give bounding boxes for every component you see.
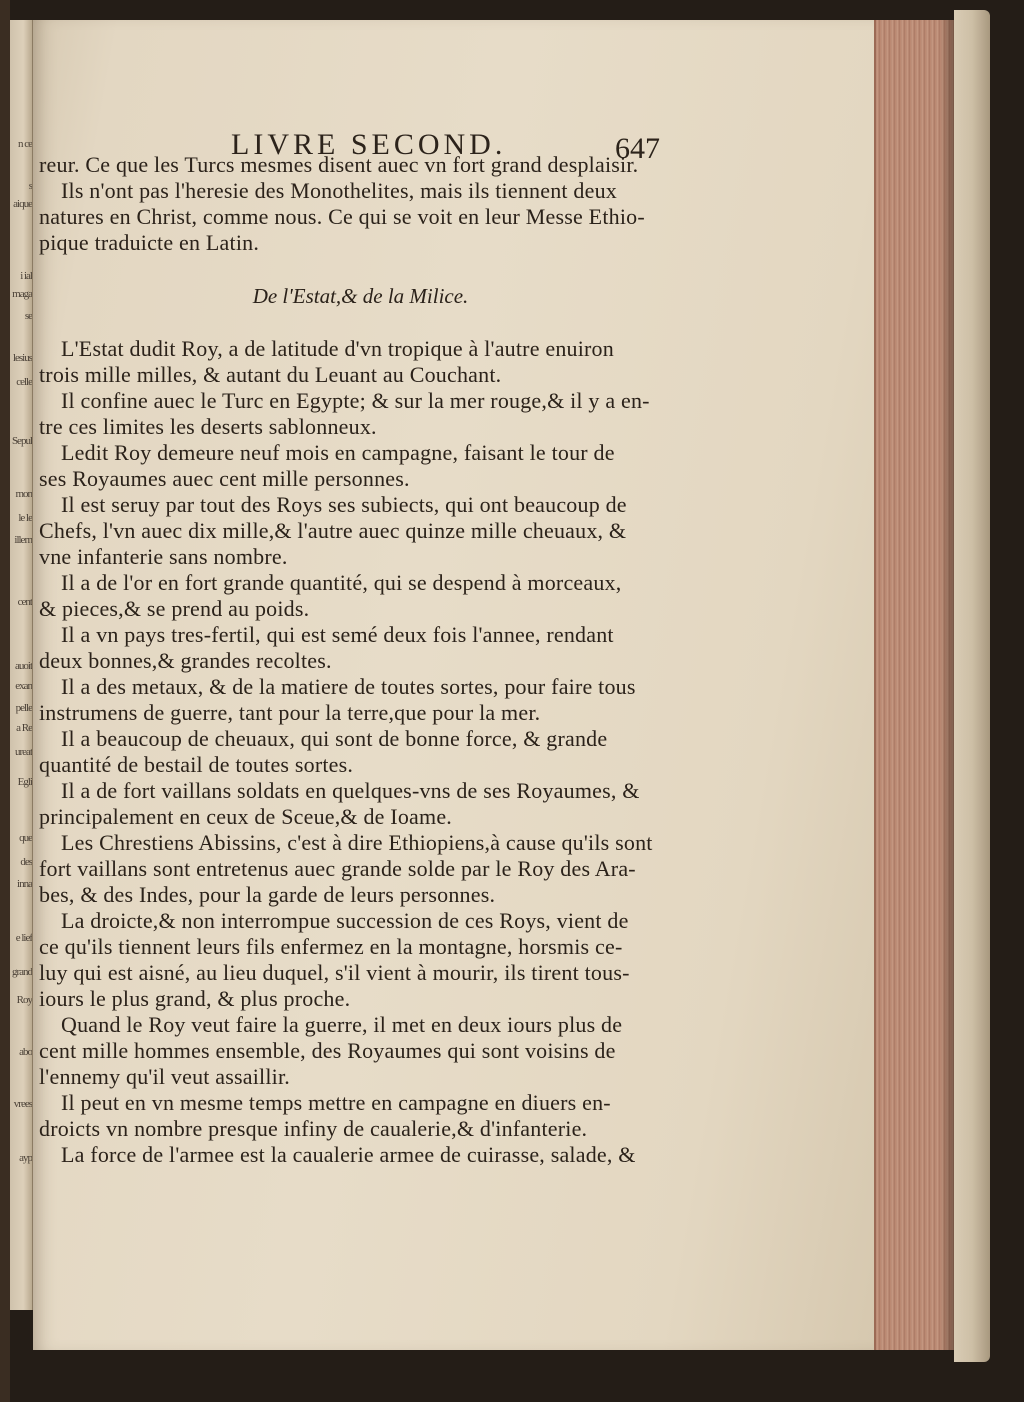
text-line: & pieces,& se prend au poids.	[39, 596, 310, 621]
margin-fragment: i ial	[20, 270, 32, 282]
margin-fragment: cent	[17, 596, 32, 608]
text-line: Il confine auec le Turc en Egypte; & sur la mer rouge,& il y a en-	[61, 388, 650, 413]
page-number: 647	[615, 132, 660, 165]
text-line: tre ces limites les deserts sablonneux.	[39, 414, 377, 439]
text-line: principalement en ceux de Sceue,& de Ioame.	[39, 804, 452, 829]
running-title: LIVRE SECOND.	[231, 128, 507, 161]
margin-fragment: pelle	[15, 702, 32, 714]
text-line: Quand le Roy veut faire la guerre, il met en deux iours plus de	[61, 1012, 623, 1037]
text-line: reur. Ce que les Turcs mesmes disent auec vn fort grand desplaisir.	[39, 152, 639, 177]
background-left	[0, 0, 10, 1402]
text-line: Il a de fort vaillans soldats en quelques-vns de ses Royaumes, &	[61, 778, 640, 803]
text-line: ce qu'ils tiennent leurs fils enfermez en la montagne, horsmis ce-	[39, 934, 623, 959]
previous-page-margin	[10, 20, 33, 1310]
text-line: Ils n'ont pas l'heresie des Monothelites, mais ils tiennent deux	[61, 178, 617, 203]
text-line: natures en Christ, comme nous. Ce qui se voit en leur Messe Ethio-	[39, 204, 645, 229]
section-heading: De l'Estat,& de la Milice.	[252, 284, 469, 308]
margin-fragment: grand	[11, 966, 32, 978]
text-line: Il a des metaux, & de la matiere de toutes sortes, pour faire tous	[61, 674, 636, 699]
margin-fragment: n ce	[17, 138, 32, 150]
margin-fragment: que	[19, 832, 32, 844]
book-cover-edge	[954, 10, 990, 1362]
text-line: l'ennemy qu'il veut assaillir.	[39, 1064, 290, 1089]
text-line: iours le plus grand, & plus proche.	[39, 986, 351, 1011]
margin-fragment: s	[28, 180, 32, 192]
text-line: pique traduicte en Latin.	[39, 230, 260, 255]
text-line: Il a de l'or en fort grande quantité, qui se despend à morceaux,	[61, 570, 622, 595]
text-line: bes, & des Indes, pour la garde de leurs personnes.	[39, 882, 496, 907]
margin-fragment: Sepul	[11, 435, 32, 447]
margin-fragment: auoit	[15, 660, 32, 672]
page-edge-shadow	[940, 20, 954, 1350]
text-line: fort vaillans sont entretenus auec grande solde par le Roy des Ara-	[39, 856, 636, 881]
margin-fragment: aique	[13, 198, 32, 210]
margin-fragment: Roy	[16, 994, 32, 1006]
book-page	[33, 20, 876, 1350]
margin-fragment: inna	[17, 878, 32, 890]
text-line: Il a beaucoup de cheuaux, qui sont de bonne force, & grande	[61, 726, 608, 751]
margin-fragment: le le	[18, 512, 32, 524]
margin-fragment: celle	[16, 376, 32, 388]
text-line: cent mille hommes ensemble, des Royaumes qui sont voisins de	[39, 1038, 616, 1063]
margin-fragment: ureat	[15, 746, 32, 758]
text-line: quantité de bestail de toutes sortes.	[39, 752, 354, 777]
text-line: La force de l'armee est la caualerie armee de cuirasse, salade, &	[61, 1142, 636, 1167]
margin-fragment: e lief	[15, 932, 32, 944]
text-line: Il peut en vn mesme temps mettre en campagne en diuers en-	[61, 1090, 611, 1115]
margin-fragment: ayp	[19, 1152, 32, 1164]
margin-fragment: lesius	[12, 352, 32, 364]
margin-fragment: se	[24, 310, 32, 322]
text-line: Ledit Roy demeure neuf mois en campagne, faisant le tour de	[61, 440, 615, 465]
text-line: instrumens de guerre, tant pour la terre,que pour la mer.	[39, 700, 541, 725]
text-line: ses Royaumes auec cent mille personnes.	[39, 466, 410, 491]
margin-fragment: abo	[19, 1046, 32, 1058]
text-line: droicts vn nombre presque infiny de caualerie,& d'infanterie.	[39, 1116, 588, 1141]
margin-fragment: maga	[12, 288, 32, 300]
text-line: Chefs, l'vn auec dix mille,& l'autre auec quinze mille cheuaux, &	[39, 518, 627, 543]
margin-fragment: mon	[15, 488, 32, 500]
text-line: Il a vn pays tres-fertil, qui est semé deux fois l'annee, rendant	[61, 622, 614, 647]
text-line: trois mille milles, & autant du Leuant au Couchant.	[39, 362, 502, 387]
text-line: Les Chrestiens Abissins, c'est à dire Ethiopiens,à cause qu'ils sont	[61, 830, 653, 855]
text-line: deux bonnes,& grandes recoltes.	[39, 648, 332, 673]
text-line: L'Estat dudit Roy, a de latitude d'vn tropique à l'autre enuiron	[61, 336, 614, 361]
margin-fragment: illem	[14, 534, 32, 546]
margin-fragment: Egli	[17, 776, 32, 788]
text-line: vne infanterie sans nombre.	[39, 544, 288, 569]
text-line: luy qui est aisné, au lieu duquel, s'il vient à mourir, ils tirent tous-	[39, 960, 630, 985]
margin-fragment: a Re	[16, 722, 32, 734]
text-line: Il est seruy par tout des Roys ses subiects, qui ont beaucoup de	[61, 492, 627, 517]
margin-fragment: des	[20, 856, 32, 868]
margin-fragment: vrees	[13, 1098, 32, 1110]
text-line: La droicte,& non interrompue succession de ces Roys, vient de	[61, 908, 629, 933]
margin-fragment: exan	[15, 680, 32, 692]
